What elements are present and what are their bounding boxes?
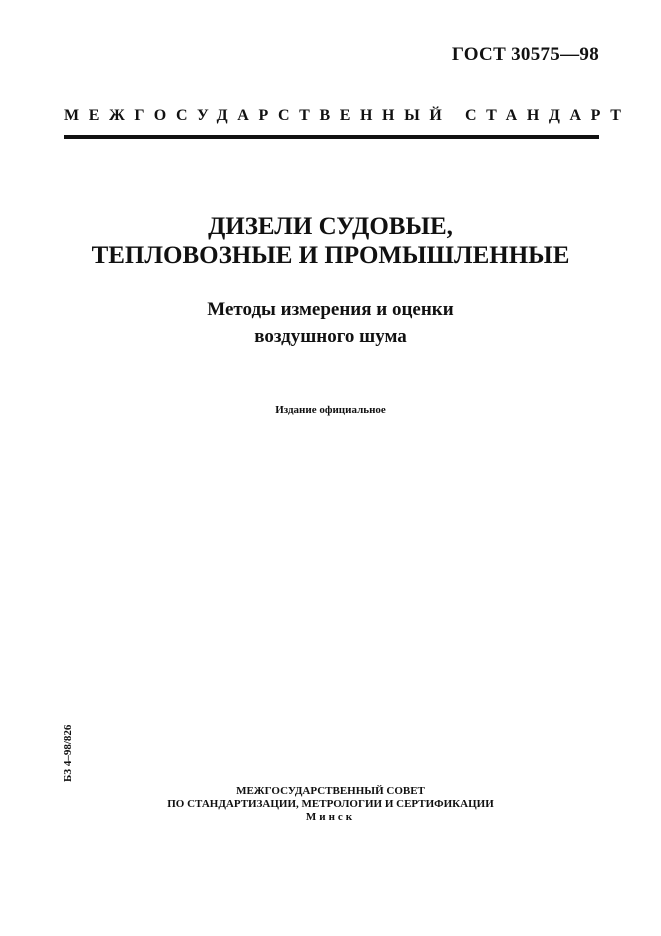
standard-number: ГОСТ 30575—98 [451, 44, 599, 65]
main-title-line-1: ДИЗЕЛИ СУДОВЫЕ, [208, 213, 453, 240]
publisher-city: Минск [305, 811, 356, 823]
sub-title [0, 296, 661, 350]
side-code: БЗ 4–98/826 [62, 724, 74, 782]
edition-label: Издание официальное [275, 404, 386, 416]
sub-title-line-1: Методы измерения и оценки [207, 299, 454, 320]
publisher-line-2: ПО СТАНДАРТИЗАЦИИ, МЕТРОЛОГИИ И СЕРТИФИКАЦИИ [167, 798, 494, 810]
main-title [0, 212, 661, 270]
sub-title-line-2: воздушного шума [254, 326, 407, 347]
standard-type: МЕЖГОСУДАРСТВЕННЫЙ СТАНДАРТ [64, 107, 631, 124]
publisher-block [0, 785, 661, 824]
header-rule [64, 135, 599, 139]
main-title-line-2: ТЕПЛОВОЗНЫЕ И ПРОМЫШЛЕННЫЕ [91, 242, 570, 269]
publisher-line-1: МЕЖГОСУДАРСТВЕННЫЙ СОВЕТ [236, 785, 425, 797]
